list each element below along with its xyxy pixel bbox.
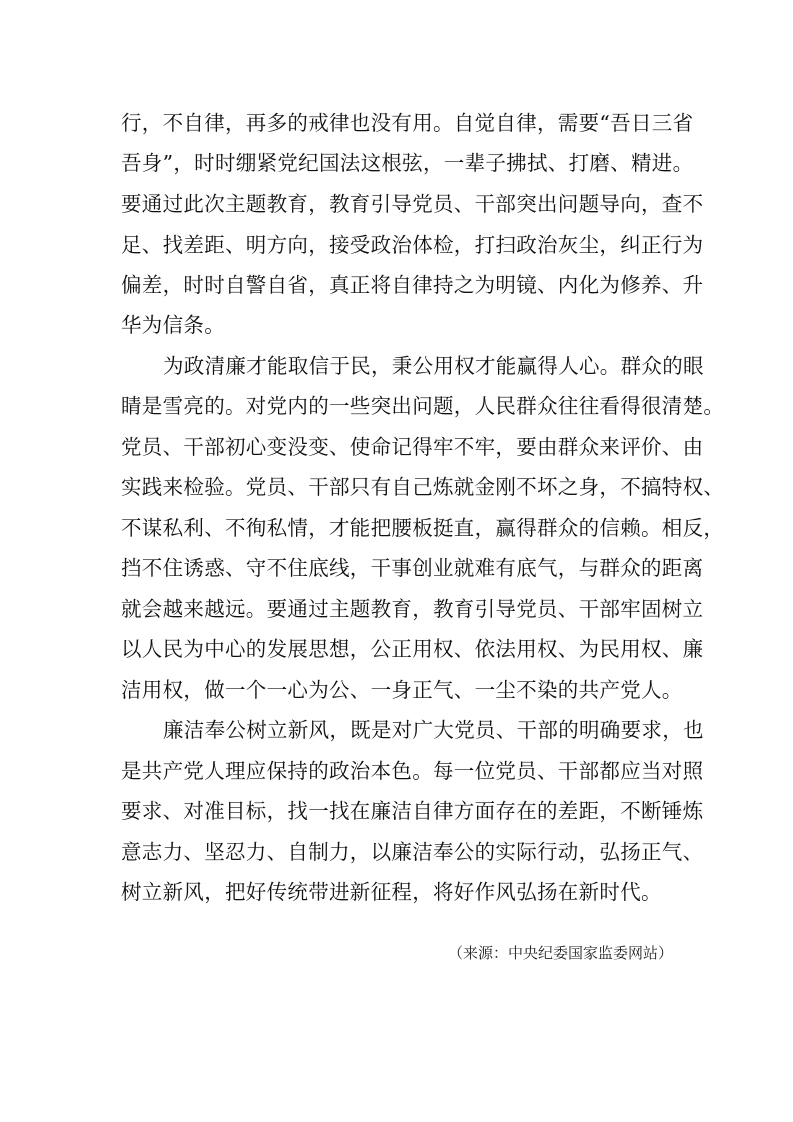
paragraph-3-line-2: 是共产党人理应保持的政治本色。每一位党员、干部都应当对照 [121, 759, 704, 783]
paragraph-1-line-5: 偏差，时时自警自省，真正将自律持之为明镜、内化为修养、升 [121, 273, 704, 297]
paragraph-2-line-8: 以人民为中心的发展思想，公正用权、依法用权、为民用权、廉 [121, 637, 704, 661]
paragraph-1-line-4: 足、找差距、明方向，接受政治体检，打扫政治灰尘，纠正行为 [121, 233, 704, 257]
paragraph-2-line-5: 不谋私利、不徇私情，才能把腰板挺直，赢得群众的信赖。相反， [121, 516, 725, 540]
paragraph-3-line-3: 要求、对准目标，找一找在廉洁自律方面存在的差距，不断锤炼 [121, 799, 704, 823]
paragraph-2-line-1: 为政清廉才能取信于民，秉公用权才能赢得人心。群众的眼 [163, 354, 704, 378]
paragraph-3-line-1: 廉洁奉公树立新风，既是对广大党员、干部的明确要求，也 [163, 718, 704, 742]
paragraph-2-line-3: 党员、干部初心变没变、使命记得牢不牢，要由群众来评价、由 [121, 435, 704, 459]
paragraph-2-line-4: 实践来检验。党员、干部只有自己炼就金刚不坏之身，不搞特权、 [121, 475, 725, 499]
paragraph-2-line-2: 睛是雪亮的。对党内的一些突出问题，人民群众往往看得很清楚。 [121, 394, 725, 418]
paragraph-1-line-2: 吾身”，时时绷紧党纪国法这根弦，一辈子拂拭、打磨、精进。 [121, 151, 694, 175]
paragraph-1-line-6: 华为信条。 [121, 313, 225, 337]
paragraph-2-line-7: 就会越来越远。要通过主题教育，教育引导党员、干部牢固树立 [121, 597, 704, 621]
paragraph-3-line-4: 意志力、坚忍力、自制力，以廉洁奉公的实际行动，弘扬正气、 [121, 840, 704, 864]
paragraph-2-line-9: 洁用权，做一个一心为公、一身正气、一尘不染的共产党人。 [121, 678, 683, 702]
paragraph-2-line-6: 挡不住诱惑、守不住底线，干事创业就难有底气，与群众的距离 [121, 556, 704, 580]
paragraph-1-line-1: 行，不自律，再多的戒律也没有用。自觉自律，需要“吾日三省 [121, 111, 694, 135]
source-attribution: （来源：中央纪委国家监委网站） [448, 944, 674, 962]
paragraph-1-line-3: 要通过此次主题教育，教育引导党员、干部突出问题导向，查不 [121, 192, 704, 216]
paragraph-3-line-5: 树立新风，把好传统带进新征程，将好作风弘扬在新时代。 [121, 880, 662, 904]
